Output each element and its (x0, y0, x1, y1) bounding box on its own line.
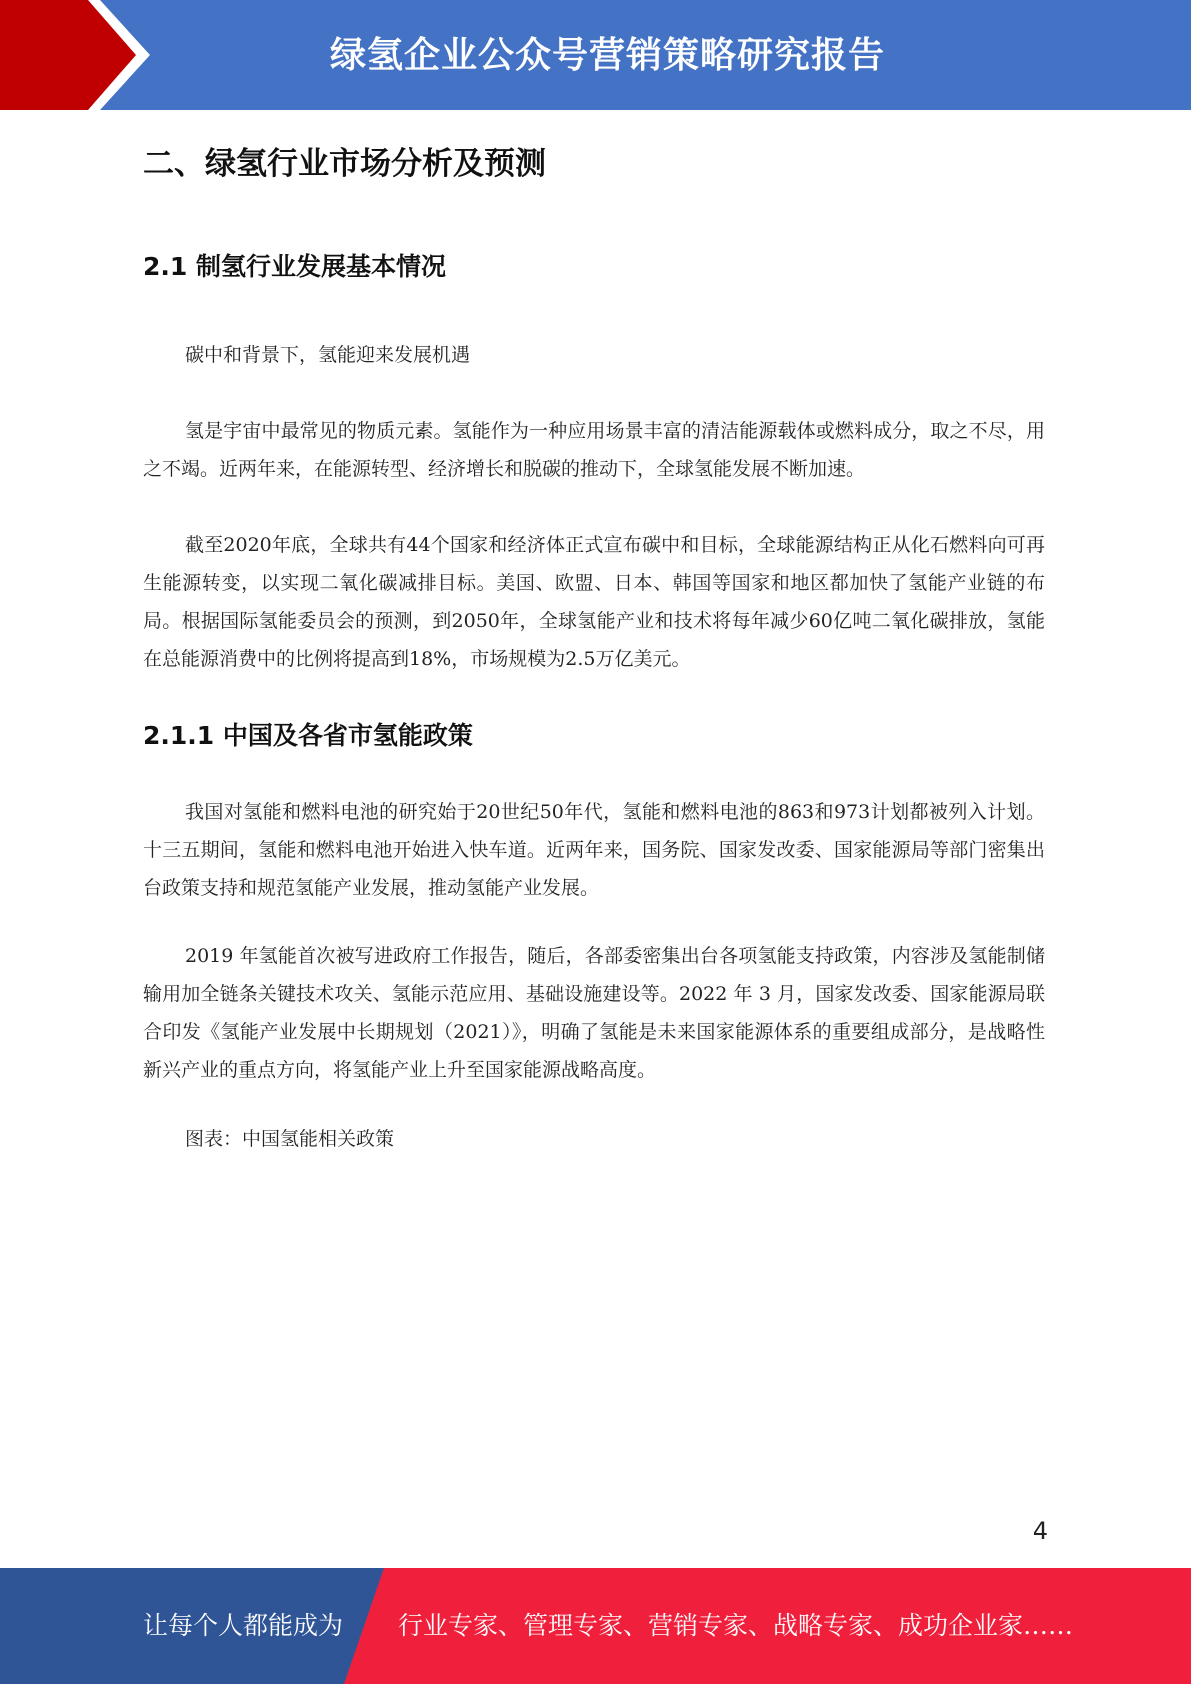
paragraph-lead: 碳中和背景下，氢能迎来发展机遇 (185, 344, 471, 366)
page-header (0, 0, 1191, 110)
paragraph-china-history: 我国对氢能和燃料电池的研究始于20世纪50年代，氢能和燃料电池的863和973计划都被列入计划。十三五期间，氢能和燃料电池开始进入快车道。近两年来，国务院、国家发改委、国家能源局等部门密集出台政策支持和规范氢能产业发展，推动氢能产业发展。 (143, 801, 1045, 899)
paragraph-global-targets: 截至2020年底，全球共有44个国家和经济体正式宣布碳中和目标，全球能源结构正从化石燃料向可再生能源转变，以实现二氧化碳减排目标。美国、欧盟、日本、韩国等国家和地区都加快了氢能产业链的布局。根据国际氢能委员会的预测，到2050年，全球氢能产业和技术将每年减少60亿吨二氧化碳排放，氢能在总能源消费中的比例将提高到18%，市场规模为2.5万亿美元。 (143, 534, 1045, 670)
footer-slogan-left: 让每个人都能成为 (143, 1611, 344, 1640)
page-footer (0, 1568, 1191, 1684)
paragraph-hydrogen-intro: 氢是宇宙中最常见的物质元素。氢能作为一种应用场景丰富的清洁能源载体或燃料成分，取之不尽，用之不竭。近两年来，在能源转型、经济增长和脱碳的推动下，全球氢能发展不断加速。 (143, 420, 1045, 480)
figure-caption: 图表：中国氢能相关政策 (185, 1128, 395, 1150)
paragraph-policy-2019: 2019 年氢能首次被写进政府工作报告，随后，各部委密集出台各项氢能支持政策，内容涉及氢能制储输用加全链条关键技术攻关、氢能示范应用、基础设施建设等。2022 年 3 月，国家发改委、国家能源局联合印发《氢能产业发展中长期规划（2021）》，明确了氢能是未来国家能源体系的重要组成部分，是战略性新兴产业的重点方向，将氢能产业上升至国家能源战略高度。 (143, 945, 1045, 1081)
subsubsection-heading: 2.1.1 中国及各省市氢能政策 (143, 721, 473, 750)
report-title: 绿氢企业公众号营销策略研究报告 (329, 34, 885, 76)
subsection-heading: 2.1 制氢行业发展基本情况 (143, 252, 446, 281)
section-heading: 二、绿氢行业市场分析及预测 (143, 146, 546, 182)
page-number: 4 (1032, 1517, 1048, 1545)
footer-slogan-right: 行业专家、管理专家、营销专家、战略专家、成功企业家…… (398, 1611, 1074, 1640)
